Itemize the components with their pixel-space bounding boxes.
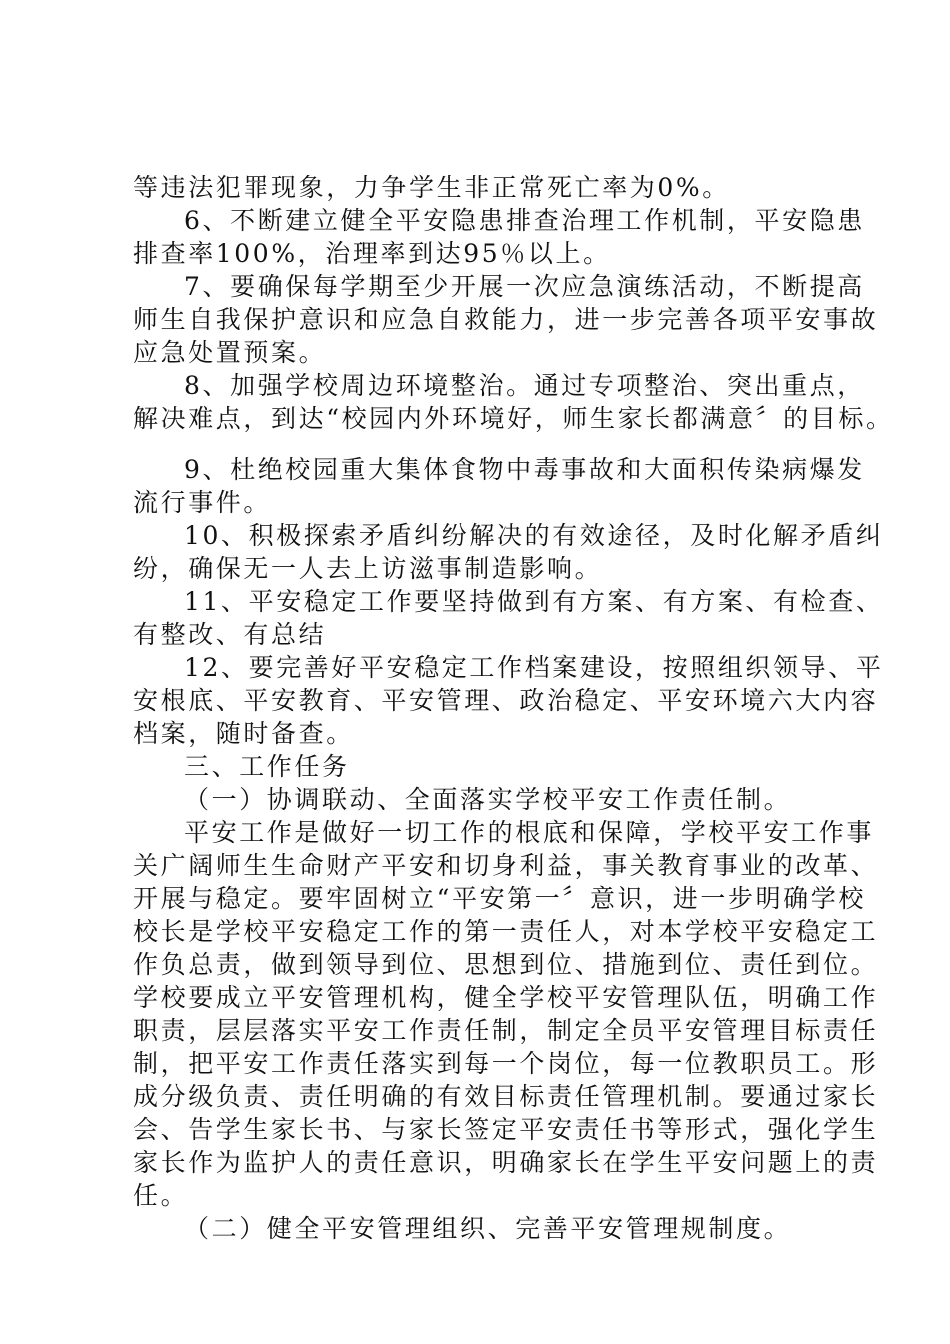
subsection-heading: （一）协调联动、全面落实学校平安工作责任制。 — [184, 785, 792, 814]
body-text-line: 学校要成立平安管理机构，健全学校平安管理队伍，明确工作 — [133, 983, 879, 1012]
body-text-line: 纷，确保无一人去上访滋事制造影响。 — [133, 554, 603, 583]
section-heading: 三、工作任务 — [184, 752, 350, 781]
list-item-8: 8、加强学校周边环境整治。通过专项整治、突出重点， — [184, 371, 865, 400]
body-text-line: 会、告学生家长书、与家长签定平安责任书等形式，强化学生 — [133, 1115, 879, 1144]
body-text-line: 流行事件。 — [133, 488, 272, 517]
body-text-line: 解决难点，到达“校园内外环境好，师生家长都满意〞的目标。 — [133, 404, 894, 433]
body-text-line: 师生自我保护意识和应急自救能力，进一步完善各项平安事故 — [133, 305, 879, 334]
body-text-line: 职责，层层落实平安工作责任制，制定全员平安管理目标责任 — [133, 1016, 879, 1045]
list-item-9: 9、杜绝校园重大集体食物中毒事故和大面积传染病爆发 — [184, 455, 865, 484]
list-item-10: 10、积极探索矛盾纠纷解决的有效途径，及时化解矛盾纠 — [184, 521, 884, 550]
list-item-11: 11、平安稳定工作要坚持做到有方案、有方案、有检查、 — [184, 587, 884, 616]
body-text-line: 关广阔师生生命财产平安和切身利益，事关教育事业的改革、 — [133, 851, 879, 880]
body-text-line: 有整改、有总结 — [133, 620, 327, 649]
body-text-line: 排查率100%，治理率到达95％以上。 — [133, 239, 611, 268]
body-text-line: 制，把平安工作责任落实到每一个岗位，每一位教职员工。形 — [133, 1049, 879, 1078]
body-text-line: 平安工作是做好一切工作的根底和保障，学校平安工作事 — [184, 818, 875, 847]
body-text-line: 校长是学校平安稳定工作的第一责任人，对本学校平安稳定工 — [133, 917, 879, 946]
body-text-line: 档案，随时备查。 — [133, 719, 354, 748]
subsection-heading: （二）健全平安管理组织、完善平安管理规制度。 — [184, 1214, 792, 1243]
list-item-7: 7、要确保每学期至少开展一次应急演练活动，不断提高 — [184, 272, 865, 301]
body-text-line: 作负总责，做到领导到位、思想到位、措施到位、责任到位。 — [133, 950, 879, 979]
list-item-12: 12、要完善好平安稳定工作档案建设，按照组织领导、平 — [184, 653, 884, 682]
body-text-line: 应急处置预案。 — [133, 338, 327, 367]
body-text-line: 家长作为监护人的责任意识，明确家长在学生平安问题上的责 — [133, 1148, 879, 1177]
body-text-line: 安根底、平安教育、平安管理、政治稳定、平安环境六大内容 — [133, 686, 879, 715]
body-text-line: 开展与稳定。要牢固树立“平安第一〞意识，进一步明确学校 — [133, 884, 866, 913]
body-text-line: 成分级负责、责任明确的有效目标责任管理机制。要通过家长 — [133, 1082, 879, 1111]
list-item-6: 6、不断建立健全平安隐患排查治理工作机制，平安隐患 — [184, 206, 865, 235]
body-text-line: 等违法犯罪现象，力争学生非正常死亡率为0%。 — [133, 173, 730, 202]
body-text-line: 任。 — [133, 1181, 189, 1210]
